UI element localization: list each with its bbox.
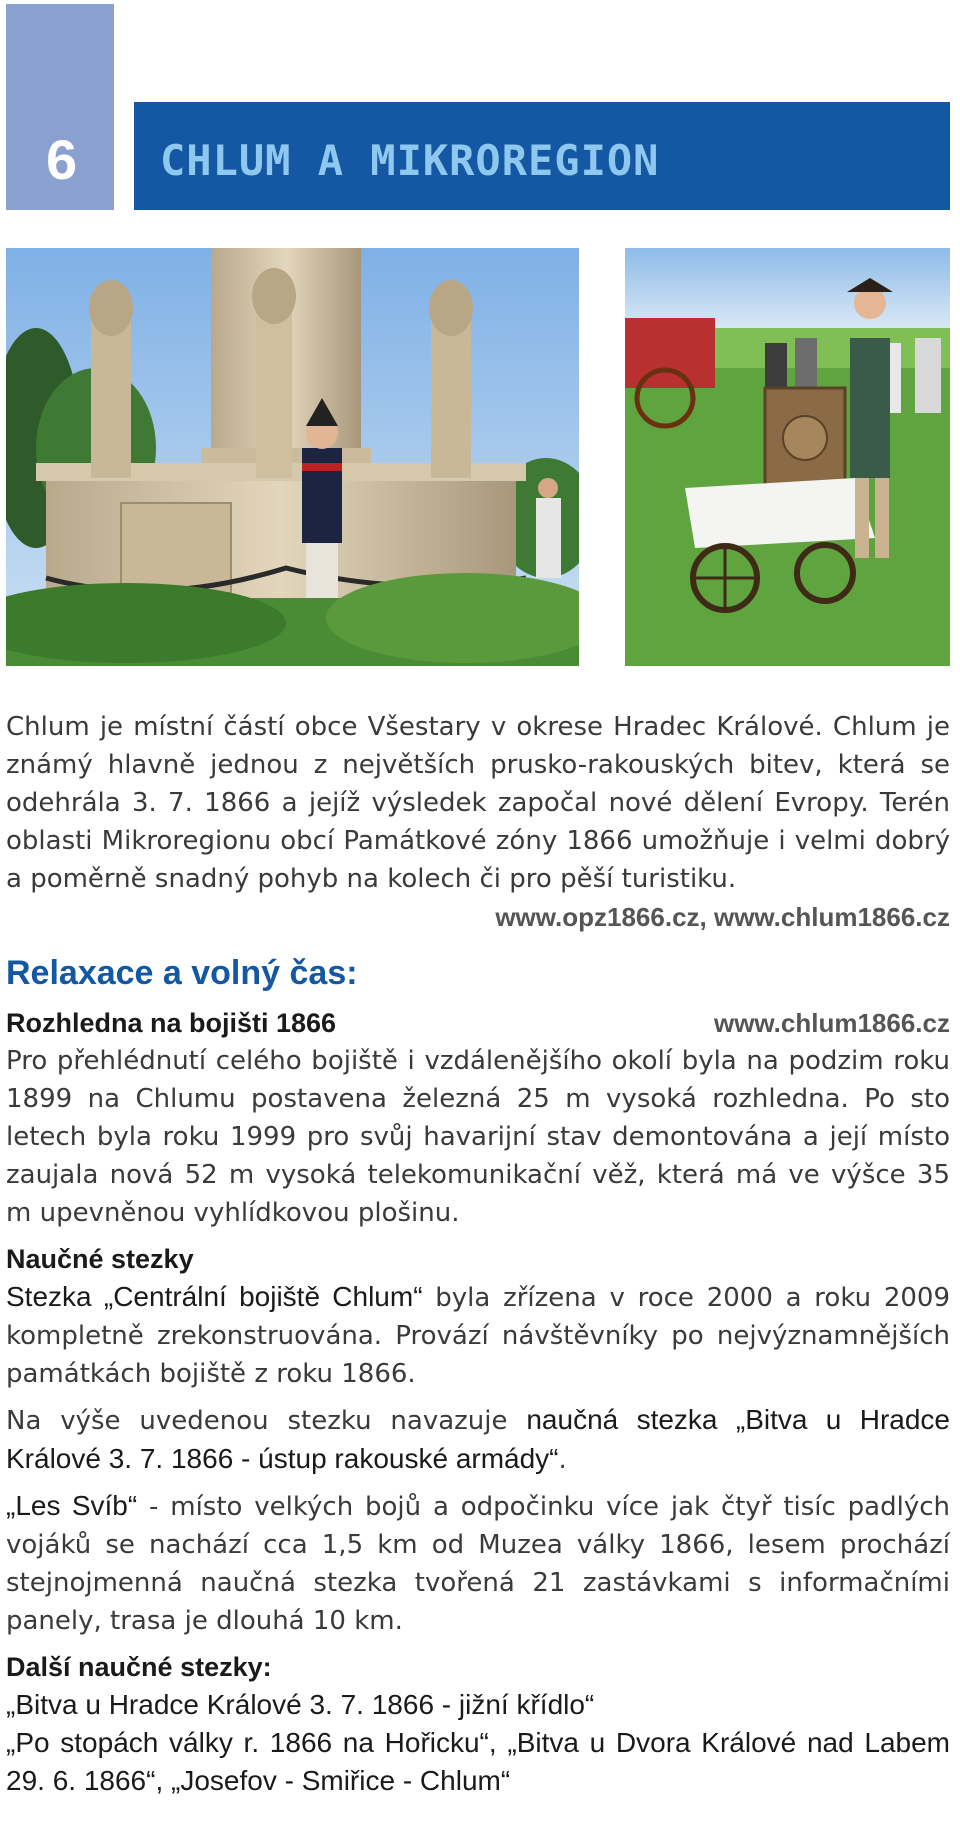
- les-svib-name: „Les Svíb“: [6, 1490, 138, 1521]
- organ-grinder-photo: [625, 248, 950, 666]
- rozhledna-url[interactable]: www.chlum1866.cz: [713, 1008, 950, 1038]
- dalsi-stezky-heading: Další naučné stezky:: [6, 1652, 272, 1682]
- stezky-paragraph-2: [6, 1401, 950, 1479]
- stezka-bitva-intro: Na výše uvedenou stezku navazuje: [6, 1406, 527, 1436]
- chapter-title: CHLUM A MIKROREGION: [160, 136, 660, 185]
- stezka-chlum-text: byla zřízena v roce 2000 a roku 2009 kompletně zrekonstruována. Provází návštěvníky po nejvýznamnějších památkách bojiště z roku 1866.: [6, 1283, 950, 1389]
- stezky-heading: Naučné stezky: [6, 1244, 194, 1274]
- intro-links[interactable]: www.opz1866.cz, www.chlum1866.cz: [495, 902, 950, 932]
- dalsi-stezka-1: „Bitva u Hradce Králové 3. 7. 1866 - jižní křídlo“: [6, 1689, 595, 1720]
- stezka-chlum-name: Stezka „Centrální bojiště Chlum“: [6, 1281, 423, 1312]
- rozhledna-heading: Rozhledna na bojišti 1866: [6, 1008, 337, 1038]
- stezka-bitva-name: naučná stezka „Bitva u Hradce Králové 3. 7. 1866 - ústup rakouské armády“: [6, 1404, 950, 1474]
- rozhledna-paragraph: Pro přehlédnutí celého bojiště i vzdálenějšího okolí byla na podzim roku 1899 na Chlumu postavena železná 25 m vysoká rozhledna. Po sto letech byla roku 1999 pro svůj havarijní stav demontována a její místo zaujala nová 52 m vysoká telekomunikační věž, která má ve výšce 35 m upevněnou vyhlídkovou plošinu.: [6, 1046, 950, 1228]
- intro-paragraph: Chlum je místní částí obce Všestary v okrese Hradec Králové. Chlum je známý hlavně jednou z největších prusko-rakouských bitev, která se odehrála 3. 7. 1866 a jejíž výsledek započal nové dělení Evropy. Terén oblasti Mikroregionu obcí Památkové zóny 1866 umožňuje i velmi dobrý a poměrně snadný pohyb na kolech či pro pěší turistiku.: [6, 712, 950, 894]
- chapter-number-box: [6, 4, 114, 210]
- chapter-title-bar: [134, 102, 950, 210]
- rozhledna-header-row: [6, 1004, 950, 1042]
- les-svib-text: - místo velkých bojů a odpočinku více jak čtyř tisíc padlých vojáků se nachází cca 1,5 km od Muzea války 1866, lesem prochází stejnojmenná naučná stezka tvořená 21 zastávkami s informačními panely, trasa je dlouhá 10 km.: [6, 1492, 950, 1636]
- stezka-bitva-end: .: [558, 1445, 567, 1475]
- article-body: [6, 708, 950, 1800]
- section-heading-relax: Relaxace a volný čas:: [6, 954, 358, 992]
- stezky-paragraph-3: [6, 1487, 950, 1640]
- dalsi-stezka-2: „Po stopách války r. 1866 na Hořicku“, „Bitva u Dvora Králové nad Labem 29. 6. 1866“, „Josefov - Smiřice - Chlum“: [6, 1727, 950, 1796]
- monument-photo: [6, 248, 579, 666]
- chapter-number: 6: [46, 128, 78, 191]
- stezky-paragraph-1: [6, 1278, 950, 1393]
